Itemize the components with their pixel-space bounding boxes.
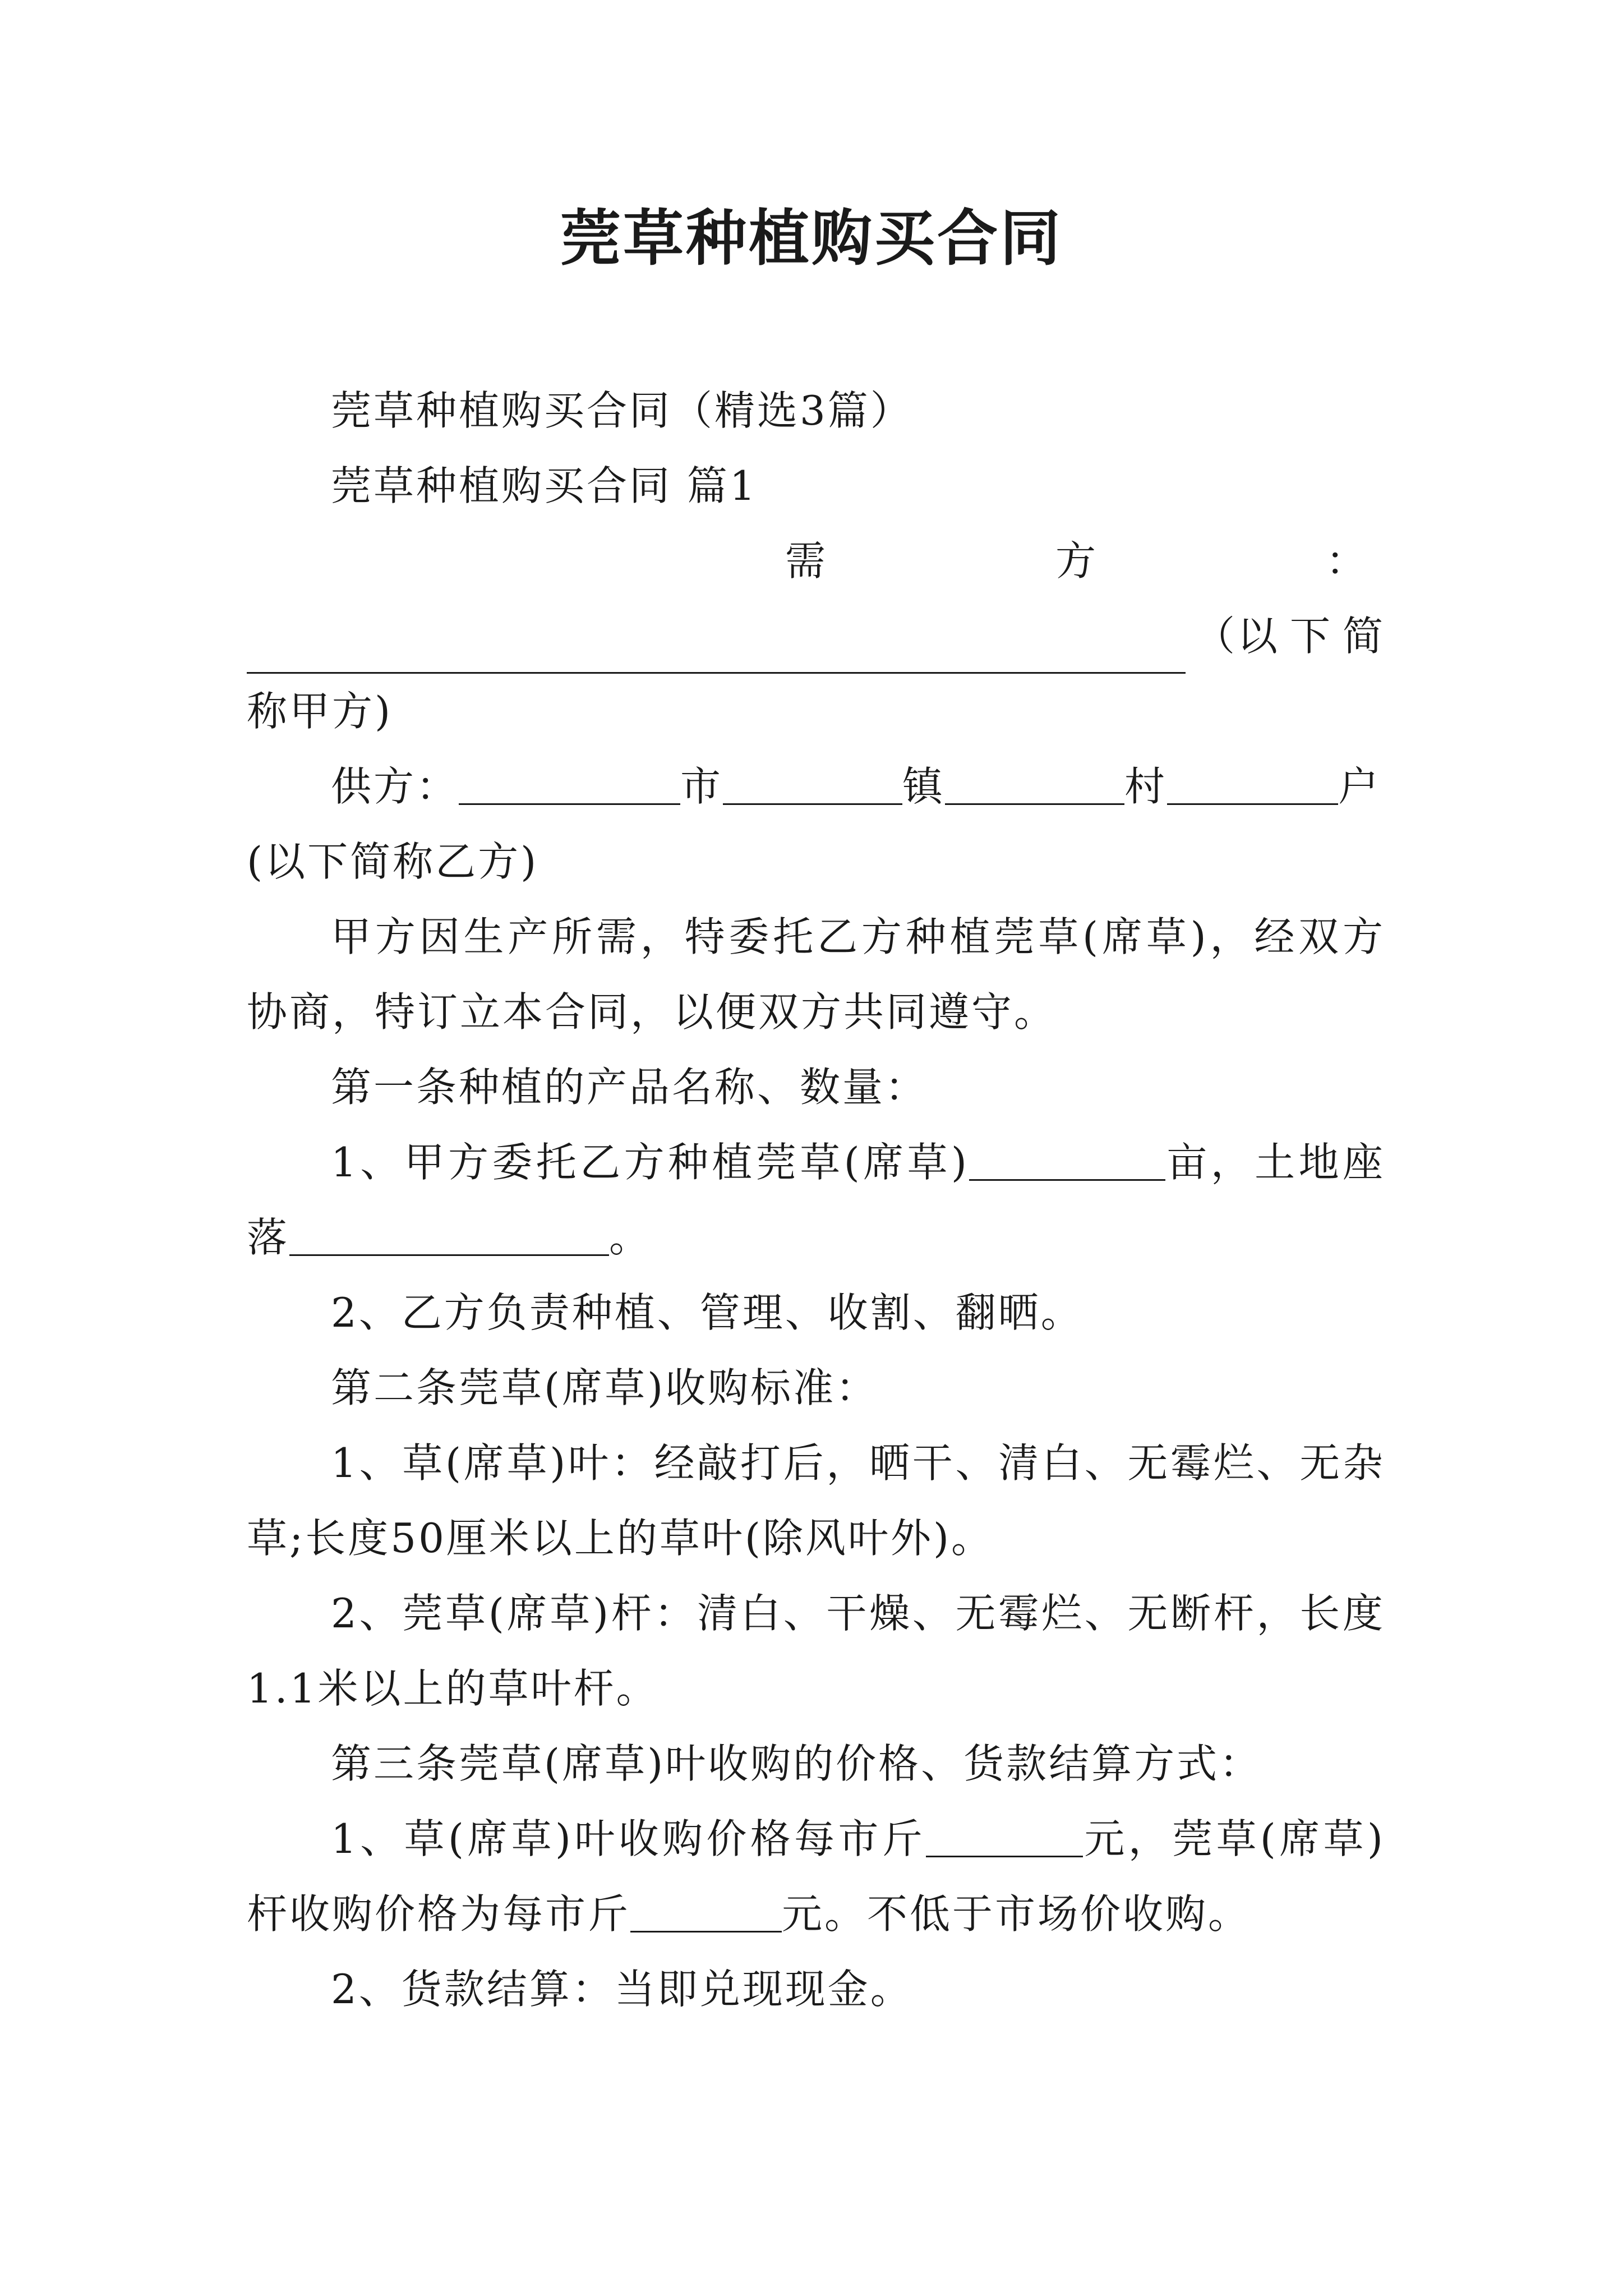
land-location-blank: [289, 1215, 609, 1256]
buyer-note-end: 称甲方): [247, 688, 393, 735]
buyer-note-char-2: 下: [1289, 613, 1332, 660]
document-body: [247, 373, 1385, 2027]
buyer-label-line: [247, 523, 1385, 599]
preamble: 甲方因生产所需，特委托乙方种植莞草(席草)，经双方协商，特订立本合同，以便双方共同遵守。: [247, 913, 1385, 1036]
part-heading: 莞草种植购买合同 篇1: [331, 462, 758, 509]
supplier-note: (以下简称乙方): [247, 838, 539, 885]
supplier-town: 镇: [902, 763, 946, 810]
supplier-village-blank: [1167, 764, 1338, 805]
buyer-label-colon: ：: [1325, 537, 1368, 585]
article-3-heading: 第三条莞草(席草)叶收购的价格、货款结算方式：: [331, 1740, 1262, 1787]
document-title: 莞草种植购买合同: [560, 203, 1063, 274]
article-2-item-2: 2、莞草(席草)杆：清白、干燥、无霉烂、无断杆，长度1.1米以上的草叶杆。: [247, 1590, 1385, 1712]
leaf-price-blank: [926, 1816, 1083, 1857]
article-1-item-1: [247, 1125, 1385, 1275]
article-2-item-1: 1、草(席草)叶：经敲打后，晒干、清白、无霉烂、无杂草;长度50厘米以上的草叶(除风叶外)。: [247, 1439, 1385, 1562]
article-2-heading: 第二条莞草(席草)收购标准：: [331, 1364, 879, 1411]
buyer-label-char-1: 需: [785, 537, 828, 585]
supplier-label: 供方：: [331, 763, 459, 810]
article-3-item-1-text-a: 1、草(席草)叶收购价格每市斤: [331, 1815, 926, 1862]
article-3-item-1: [247, 1801, 1385, 1952]
supplier-city: 市: [680, 763, 723, 810]
article-3-item-1-text-c: 元。不低于市场价收购。: [782, 1890, 1251, 1938]
buyer-note-char-1: （以: [1195, 613, 1280, 660]
supplier-town-blank: [945, 764, 1124, 805]
supplier-household: 户: [1338, 763, 1381, 810]
article-1-item-1-text-b: 亩，土地座落: [247, 1139, 1385, 1261]
supplier-village: 村: [1124, 763, 1168, 810]
buyer-label-char-2: 方: [1055, 537, 1098, 585]
supplier-name-blank: [459, 764, 680, 805]
buyer-name-line: [247, 599, 1385, 674]
article-1-item-1-text-c: 。: [609, 1214, 652, 1261]
article-1-item-2: 2、乙方负责种植、管理、收割、翻晒。: [331, 1289, 1083, 1336]
article-1-heading: 第一条种植的产品名称、数量：: [331, 1064, 928, 1111]
article-3-item-2: 2、货款结算：当即兑现现金。: [331, 1966, 913, 2013]
article-3-item-1-text-b: 元，莞草(席草)杆收购价格为每市斤: [247, 1815, 1385, 1938]
buyer-note-start: [1186, 599, 1385, 674]
stem-price-blank: [630, 1892, 782, 1932]
supplier-city-blank: [723, 764, 902, 805]
buyer-note-char-3: 简: [1342, 613, 1385, 660]
supplier-line: [247, 749, 1385, 824]
buyer-name-blank: [247, 633, 1186, 674]
article-1-item-1-text-a: 1、甲方委托乙方种植莞草(席草): [331, 1139, 969, 1186]
subtitle: 莞草种植购买合同（精选3篇）: [331, 387, 913, 434]
acreage-blank: [969, 1140, 1165, 1181]
